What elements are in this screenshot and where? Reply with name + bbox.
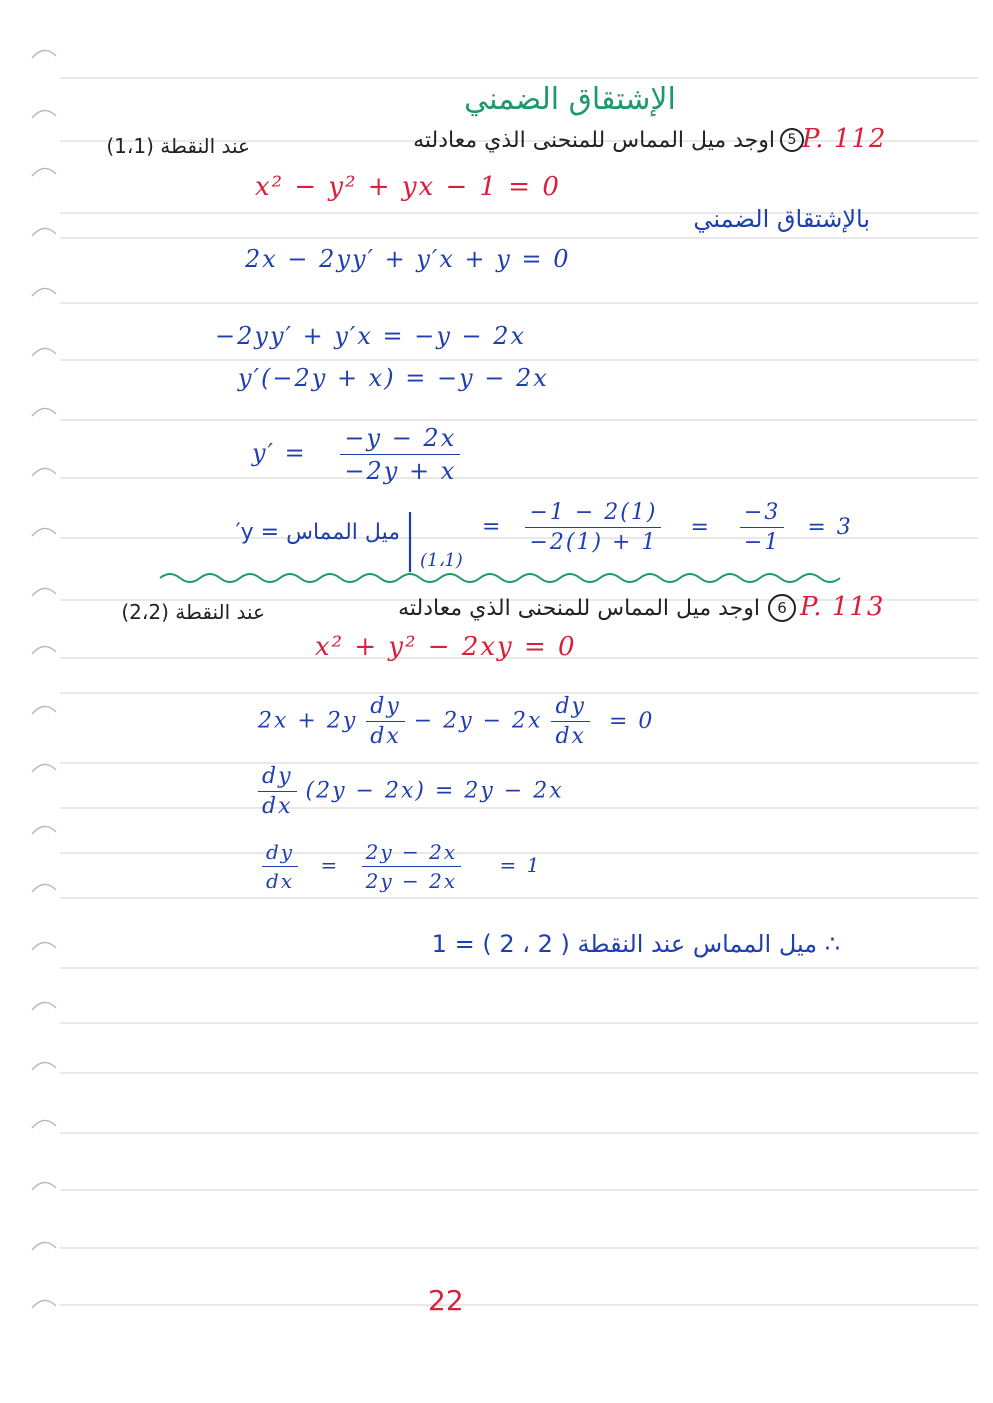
problem1-result: = 3 <box>807 514 853 540</box>
problem1-number-label: 5 <box>787 132 797 148</box>
problem2-step1 <box>258 694 654 749</box>
problem2-dy: dy <box>366 694 405 722</box>
problem1-page-ref: P. 112 <box>802 124 887 154</box>
page-title: الإشتقاق الضمني <box>464 82 676 117</box>
problem2-dx: dx <box>370 724 401 749</box>
problem2-step3-dx: dx <box>266 869 295 893</box>
problem2-step3-fraction <box>362 840 462 893</box>
problem2-prompt: اوجد ميل المماس للمنحنى الذي معادلته <box>398 596 760 621</box>
problem1-step4-numerator: −y − 2x <box>340 424 460 455</box>
problem2-step2 <box>258 764 564 819</box>
problem1-eval-equals-2: = <box>690 514 711 540</box>
problem2-point-label: عند النقطة (2،2) <box>121 600 265 624</box>
problem1-eval-fraction <box>525 500 661 555</box>
problem1-step4-fraction <box>340 424 460 485</box>
problem1-prompt: اوجد ميل المماس للمنحنى الذي معادلته <box>413 128 775 153</box>
page-number: 22 <box>428 1284 464 1317</box>
wavy-separator <box>160 574 840 582</box>
problem2-step3-equals: = <box>320 853 340 877</box>
problem2-dx-2: dx <box>555 724 586 749</box>
problem2-step1-a: 2x + 2y <box>258 708 358 734</box>
problem2-dy-2: dy <box>551 694 590 722</box>
problem2-step3-numerator: 2y − 2x <box>362 840 462 867</box>
problem1-eval-point: (1،1) <box>420 550 463 571</box>
problem2-conclusion: ∴ ميل المماس عند النقطة ( 2 ، 2 ) = 1 <box>431 930 840 958</box>
problem2-step3-dy: dy <box>262 840 298 867</box>
problem2-step3-denominator: 2y − 2x <box>365 869 458 893</box>
problem2-step3 <box>262 840 541 893</box>
problem1-eval-numerator: −1 − 2(1) <box>525 500 661 528</box>
problem2-step1-derivative-1 <box>366 694 405 749</box>
problem1-step3: y′(−2y + x) = −y − 2x <box>238 364 549 392</box>
problem1-eval-denominator: −2(1) + 1 <box>529 530 658 555</box>
problem2-equation: x² + y² − 2xy = 0 <box>315 632 577 662</box>
problem2-step2-rest: (2y − 2x) = 2y − 2x <box>305 778 564 804</box>
problem2-step2-dx: dx <box>262 794 293 819</box>
problem1-method-label: بالإشتقاق الضمني <box>693 205 870 233</box>
problem1-equation: x² − y² + yx − 1 = 0 <box>255 172 561 202</box>
problem2-step3-derivative <box>262 840 298 893</box>
problem2-step3-rest: = 1 <box>499 853 542 877</box>
problem2-step2-dy: dy <box>258 764 297 792</box>
problem1-point-label: عند النقطة (1،1) <box>106 134 250 158</box>
problem1-simplified-numerator: −3 <box>740 500 784 528</box>
problem1-simplified-denominator: −1 <box>743 530 781 555</box>
problem1-step4-denominator: −2y + x <box>344 457 457 485</box>
problem1-step1: 2x − 2yy′ + y′x + y = 0 <box>245 245 571 273</box>
problem2-page-ref: P. 113 <box>800 592 885 622</box>
problem1-evaluation <box>482 500 853 555</box>
problem1-step4-lhs: y′ = <box>252 439 307 467</box>
problem1-eval-equals: = <box>482 514 503 540</box>
problem2-number <box>768 594 796 622</box>
problem1-simplified-fraction <box>740 500 784 555</box>
problem2-step1-c: = 0 <box>608 708 655 734</box>
problem1-step4 <box>252 424 460 485</box>
problem2-step2-derivative <box>258 764 297 819</box>
problem2-number-label: 6 <box>777 599 787 617</box>
problem1-step2: −2yy′ + y′x = −y − 2x <box>215 322 527 350</box>
problem1-number <box>780 128 804 152</box>
problem2-step1-b: − 2y − 2x <box>413 708 543 734</box>
problem1-slope-label: ميل المماس = y′ <box>235 520 400 545</box>
problem2-step1-derivative-2 <box>551 694 590 749</box>
